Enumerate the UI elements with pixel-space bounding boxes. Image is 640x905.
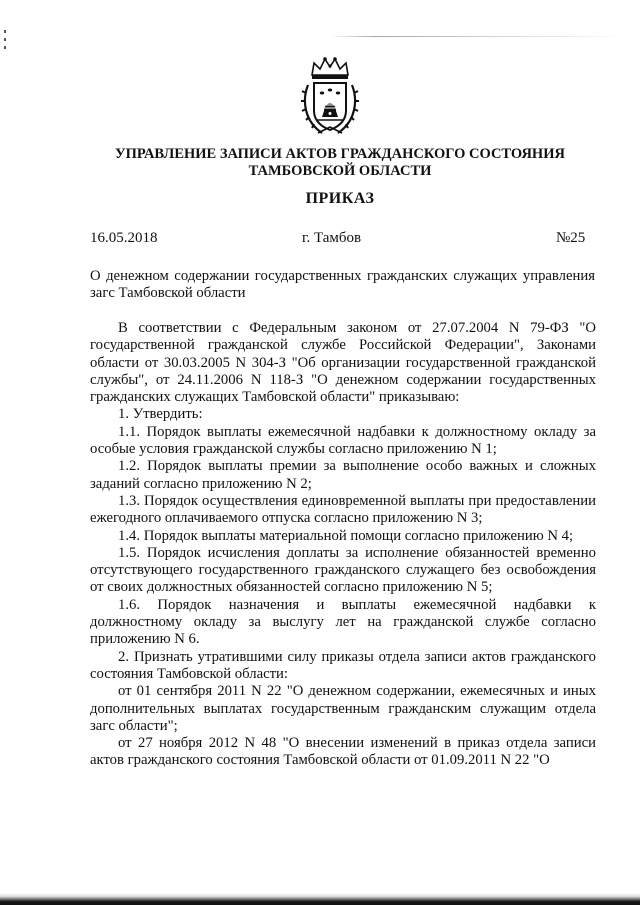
document-body xyxy=(90,320,596,770)
document-type-title: ПРИКАЗ xyxy=(305,190,375,207)
document-number: №25 xyxy=(556,230,586,246)
body-paragraph: 1.4. Порядок выплаты материальной помощи согласно приложению N 4; xyxy=(118,527,574,544)
body-paragraph: 2. Признать утратившими силу приказы отдела записи актов гражданского состояния Тамбовской области: xyxy=(90,648,596,682)
body-paragraph: от 01 сентября 2011 N 22 "О денежном содержании, ежемесячных и иных дополнительных выплатах государственным гражданским служащим отдела загс области"; xyxy=(90,683,596,734)
body-paragraph: 1.3. Порядок осуществления единовременной выплаты при предоставлении ежегодного оплачиваемого отпуска согласно приложению N 3; xyxy=(90,492,596,527)
scan-artifact-line xyxy=(330,36,630,37)
scan-artifact-bottom-edge xyxy=(0,893,640,905)
scan-artifact-specks xyxy=(4,30,10,54)
agency-name-line2: ТАМБОВСКОЙ ОБЛАСТИ xyxy=(248,163,432,179)
document-place: г. Тамбов xyxy=(302,230,362,246)
body-paragraph: 1.5. Порядок исчисления доплаты за исполнение обязанностей временно отсутствующего государственного гражданского служащего без освобождения от своих должностных обязанностей согласно приложению N 5; xyxy=(90,544,596,596)
agency-name xyxy=(60,146,620,180)
tambov-coat-of-arms-icon xyxy=(300,55,360,137)
body-paragraph: от 27 ноября 2012 N 48 "О внесении изменений в приказ отдела записи актов гражданского состояния Тамбовской области от 01.09.2011 N 22 "О xyxy=(90,735,596,769)
body-paragraph: В соответствии с Федеральным законом от 27.07.2004 N 79-ФЗ "О государственной гражданской службе Российской Федерации", Законами области от 30.03.2005 N 304-З "Об организации государственной гражданской службы", от 24.11.2006 N 118-З "О денежном содержании государственных гражданских служащих Тамбовской области" приказываю: xyxy=(90,320,596,406)
document-date: 16.05.2018 xyxy=(90,230,158,246)
agency-name-line1: УПРАВЛЕНИЕ ЗАПИСИ АКТОВ ГРАЖДАНСКОГО СОСТОЯНИЯ xyxy=(115,146,565,162)
body-paragraph: 1.6. Порядок назначения и выплаты ежемесячной надбавки к должностному окладу за выслугу лет на гражданской службе согласно приложению N 6. xyxy=(90,596,596,648)
body-paragraph: 1. Утвердить: xyxy=(118,406,203,423)
body-paragraph: 1.1. Порядок выплаты ежемесячной надбавки к должностному окладу за особые условия гражданской службы согласно приложению N 1; xyxy=(90,423,596,458)
document-subject: О денежном содержании государственных гражданских служащих управления загс Тамбовской области xyxy=(90,268,595,301)
body-paragraph: 1.2. Порядок выплаты премии за выполнение особо важных и сложных заданий согласно приложению N 2; xyxy=(90,458,596,492)
